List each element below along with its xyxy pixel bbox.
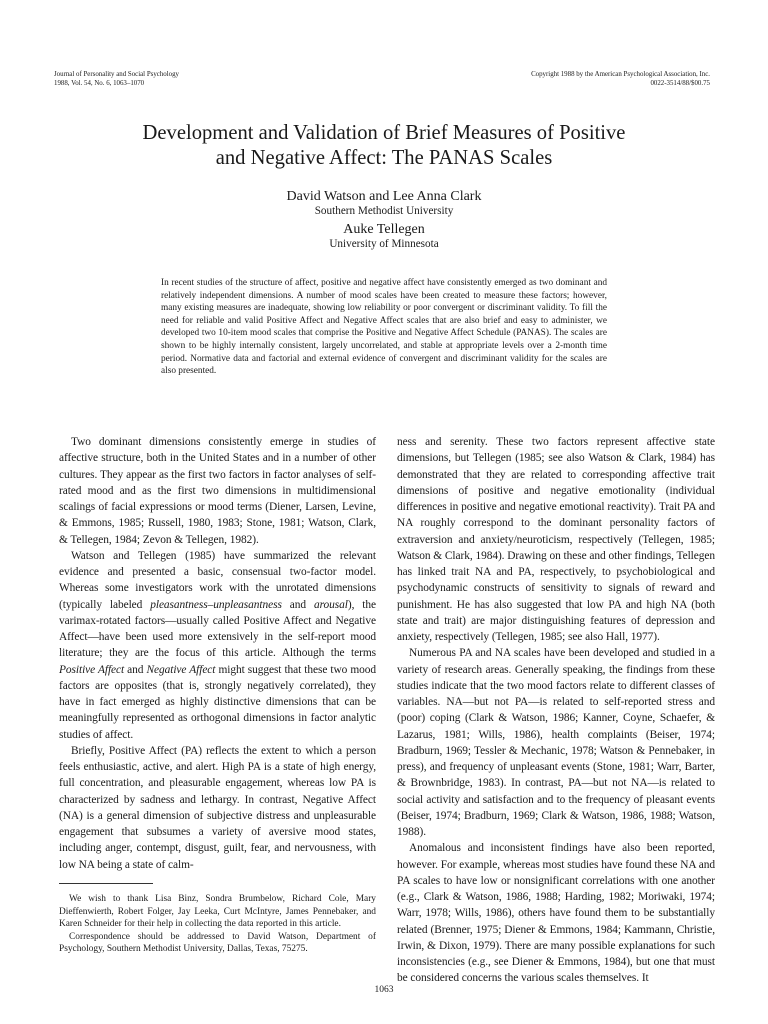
author-affiliation: Southern Methodist University: [314, 205, 454, 217]
footnotes: [59, 893, 376, 956]
paragraph: Numerous PA and NA scales have been developed and studied in a variety of research areas. Generally speaking, the findings from these studies indicate that the two mood factors relate to different classes of variables. NA—but not PA—is related to self-reported stress and (poor) coping (Clark & Watson, 1986; Kanner, Coyne, Schaefer, & Lazarus, 1981; Wills, 1986), health complaints (Beiser, 1974; Bradburn, 1969; Tessler & Mechanic, 1978; Watson & Pennebaker, in press), and frequency of unpleasant events (Stone, 1981; Warr, Barter, & Brownbridge, 1983). In contrast, PA—but not NA—is related to social activity and satisfaction and to the frequency of pleasant events (Beiser, 1974; Bradburn, 1969; Clark & Watson, 1986, 1988; Watson, 1988).: [397, 647, 715, 838]
right-column: [397, 434, 715, 987]
abstract: In recent studies of the structure of affect, positive and negative affect have consistently emerged as two dominant and relatively independent dimensions. A number of mood scales have been created to measure these factors; however, many existing measures are inadequate, showing low reliability or poor convergent or discriminant validity. To fill the need for reliable and valid Positive Affect and Negative Affect scales that are also brief and easy to administer, we developed two 10-item mood scales that comprise the Positive and Negative Affect Schedule (PANAS). The scales are shown to be highly internally consistent, largely uncorrelated, and stable at appropriate levels over a 2-month time period. Normative data and factorial and external evidence of convergent and discriminant validity for the scales are also presented.: [161, 278, 607, 377]
copyright-header: [531, 70, 710, 88]
author-block-2: [0, 222, 768, 251]
author-affiliation: University of Minnesota: [329, 238, 439, 250]
paragraph: Watson and Tellegen (1985) have summarized the relevant evidence and presented a basic, consensual two-factor model. Whereas some investigators work with the unrotated dimensions (typically labeled pleasantness–unpleasantness and arousal), the varimax-rotated factors—usually called Positive Affect and Negative Affect—have been used more extensively in the self-report mood literature; they are the focus of this article. Although the terms Positive Affect and Negative Affect might suggest that these two mood factors are opposites (that is, strongly negatively correlated), they have in fact emerged as highly distinctive dimensions that can be meaningfully represented as orthogonal dimensions in factor analytic studies of affect.: [59, 549, 377, 741]
journal-name: Journal of Personality and Social Psychology: [54, 71, 179, 78]
title-line-2: and Negative Affect: The PANAS Scales: [215, 147, 553, 169]
page-number: 1063: [374, 985, 394, 995]
paragraph: Anomalous and inconsistent findings have also been reported, however. For example, whereas most studies have found these NA and PA scales to have low or nonsignificant correlations with one another (e.g., Clark & Watson, 1986, 1988; Harding, 1982; Moriwaki, 1974; Warr, 1978; Wills, 1986), others have found them to be substantially related (Brenner, 1975; Diener & Emmons, 1984; Kammann, Christie, Irwin, & Dixon, 1979). There are many possible explanations for such inconsistencies (e.g., see Diener & Emmons, 1984), but one that must be considered concerns the various scales themselves. It: [397, 842, 715, 985]
copyright-notice: Copyright 1988 by the American Psychological Association, Inc.: [531, 71, 710, 78]
journal-volume: 1988, Vol. 54, No. 6, 1063–1070: [54, 80, 145, 87]
emphasis: pleasantness–unpleasantness: [150, 598, 282, 611]
footnote-divider: [59, 883, 153, 884]
paragraph: Briefly, Positive Affect (PA) reflects the extent to which a person feels enthusiastic, active, and alert. High PA is a state of high energy, full concentration, and pleasurable engagement, whereas low PA is characterized by sadness and lethargy. In contrast, Negative Affect (NA) is a general dimension of subjective distress and unpleasurable engagement that subsumes a variety of aversive mood states, including anger, contempt, disgust, guilt, fear, and nervousness, with low NA being a state of calm-: [59, 744, 376, 871]
paragraph: ness and serenity. These two factors represent affective state dimensions, but Tellegen (1985; see also Watson & Clark, 1984) has demonstrated that they are related to corresponding affective trait dimensions of positive and negative emotionality (individual differences in positive and negative emotional reactivity). Trait PA and NA roughly correspond to the dominant personality factors of extraversion and anxiety/neuroticism, respectively (Tellegen, 1985; Watson & Clark, 1984). Drawing on these and other findings, Tellegen has linked trait NA and PA, respectively, to psychobiological and psychodynamic constructs of sensitivity to signals of reward and punishment. He has also suggested that low PA and high NA (both state and trait) are major distinguishing features of depression and anxiety, respectively (Tellegen, 1985; see also Hall, 1977).: [397, 436, 715, 643]
title-line-1: Development and Validation of Brief Measures of Positive: [142, 122, 626, 144]
emphasis: Positive Affect: [59, 663, 125, 676]
author-names: David Watson and Lee Anna Clark: [286, 189, 482, 204]
correspondence-note: Correspondence should be addressed to David Watson, Department of Psychology, Southern Methodist University, Dallas, Texas, 75275.: [59, 931, 376, 955]
article-code: 0022-3514/88/$00.75: [650, 80, 710, 87]
emphasis: Negative Affect: [146, 663, 216, 676]
acknowledgment-note: We wish to thank Lisa Binz, Sondra Brumbelow, Richard Cole, Mary Dieffenwierth, Robert Folger, Jay Leeka, Curt McIntyre, James Pennebaker, and Karen Schneider for their help in collecting the data reported in this article.: [59, 894, 376, 930]
author-names: Auke Tellegen: [343, 222, 425, 237]
article-title: [40, 121, 728, 171]
paragraph: Two dominant dimensions consistently emerge in studies of affective structure, both in the United States and in a number of other cultures. They appear as the first two factors in factor analyses of self-rated mood and as the first two dimensions in multidimensional scalings of facial expressions or mood terms (Diener, Larsen, Levine, & Emmons, 1985; Russell, 1980, 1983; Stone, 1981; Watson, Clark, & Tellegen, 1984; Zevon & Tellegen, 1982).: [59, 436, 376, 546]
author-block-1: [0, 189, 768, 218]
journal-header: [54, 70, 179, 88]
left-column: [59, 434, 376, 873]
emphasis: arousal: [313, 598, 348, 611]
